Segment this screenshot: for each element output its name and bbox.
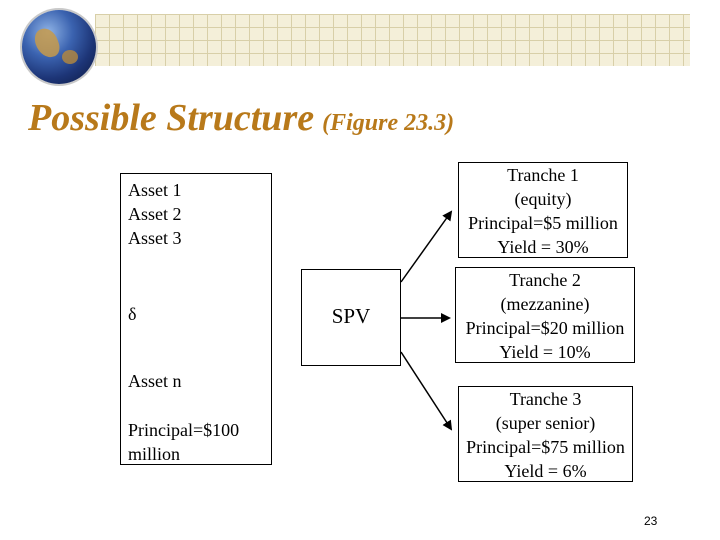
tranche-1-type: (equity) <box>514 189 572 209</box>
tranche-3-type: (super senior) <box>495 413 596 433</box>
asset-ellipsis: δ <box>128 304 137 324</box>
asset-item-n: Asset n <box>128 371 182 391</box>
tranche-2-type: (mezzanine) <box>500 294 590 314</box>
tranche-3-yield: Yield = 6% <box>504 461 587 481</box>
spv-label: SPV <box>331 304 371 328</box>
tranche-1-principal: Principal=$5 million <box>468 213 618 233</box>
arrow-to-tranche-1 <box>401 212 451 282</box>
asset-item-3: Asset 3 <box>128 228 182 248</box>
title-sub: (Figure 23.3) <box>322 110 455 136</box>
arrow-to-tranche-3 <box>401 352 451 429</box>
tranche-1-name: Tranche 1 <box>507 165 579 185</box>
tranche-3-principal: Principal=$75 million <box>466 437 625 457</box>
asset-principal-line1: Principal=$100 <box>128 420 240 440</box>
asset-item-2: Asset 2 <box>128 204 182 224</box>
tranche-2-name: Tranche 2 <box>509 270 581 290</box>
tranche-2-yield: Yield = 10% <box>499 342 591 362</box>
asset-item-1: Asset 1 <box>128 180 182 200</box>
tranche-2-principal: Principal=$20 million <box>465 318 625 338</box>
page-number: 23 <box>644 514 658 528</box>
title-main: Possible Structure <box>28 97 315 139</box>
asset-principal-line2: million <box>128 444 181 464</box>
tranche-1-yield: Yield = 30% <box>497 237 589 257</box>
tranche-3-name: Tranche 3 <box>509 389 582 409</box>
